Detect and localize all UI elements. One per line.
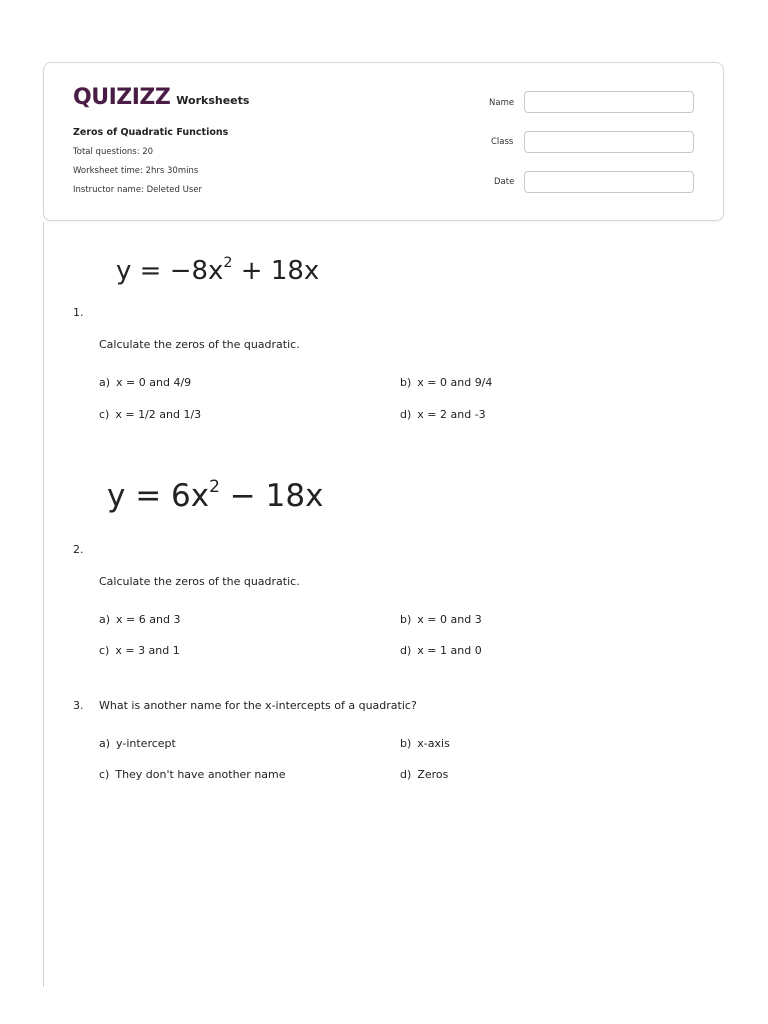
question-1-option-c <box>99 408 201 421</box>
equation-rhs: − 18x <box>219 478 324 514</box>
date-field[interactable] <box>524 171 694 193</box>
option-letter: a) <box>99 613 111 626</box>
question-2-equation <box>107 478 323 514</box>
worksheet-header <box>43 62 724 221</box>
worksheet-time: Worksheet time: 2hrs 30mins <box>73 166 199 176</box>
option-letter: c) <box>99 644 110 657</box>
option-letter: d) <box>400 408 412 421</box>
option-text: x-axis <box>417 737 450 750</box>
option-letter: c) <box>99 408 110 421</box>
option-letter: c) <box>99 768 110 781</box>
option-letter: b) <box>400 376 412 389</box>
question-1-number: 1. <box>73 306 84 319</box>
question-3-option-a <box>99 737 176 750</box>
page-margin-rule <box>43 222 44 987</box>
option-letter: b) <box>400 737 412 750</box>
question-1-option-a <box>99 376 191 389</box>
option-text: x = 1 and 0 <box>417 644 482 657</box>
name-field[interactable] <box>524 91 694 113</box>
question-3-number: 3. <box>73 699 84 712</box>
option-text: Zeros <box>417 768 449 781</box>
question-3-option-d <box>400 768 448 781</box>
question-1-option-b <box>400 376 492 389</box>
question-2-option-d <box>400 644 482 657</box>
worksheet-title: Zeros of Quadratic Functions <box>73 127 229 138</box>
name-label: Name <box>489 98 515 108</box>
equation-lhs: y = −8x <box>116 256 224 286</box>
option-text: x = 0 and 9/4 <box>417 376 493 389</box>
option-letter: d) <box>400 644 412 657</box>
question-1-option-d <box>400 408 486 421</box>
date-label: Date <box>494 177 515 187</box>
brand-subtitle: Worksheets <box>176 94 250 107</box>
class-field[interactable] <box>524 131 694 153</box>
option-letter: a) <box>99 737 111 750</box>
quizizz-logo: QUIZIZZ <box>73 85 171 110</box>
equation-exponent: 2 <box>209 477 220 498</box>
option-letter: a) <box>99 376 111 389</box>
option-text: They don't have another name <box>115 768 286 781</box>
question-2-number: 2. <box>73 543 84 556</box>
question-2-text: Calculate the zeros of the quadratic. <box>99 575 300 588</box>
option-letter: d) <box>400 768 412 781</box>
option-text: y-intercept <box>116 737 176 750</box>
equation-rhs: + 18x <box>232 256 320 286</box>
option-text: x = 6 and 3 <box>116 613 181 626</box>
class-label: Class <box>491 137 514 147</box>
question-1-text: Calculate the zeros of the quadratic. <box>99 338 300 351</box>
question-2-option-b <box>400 613 482 626</box>
total-questions: Total questions: 20 <box>73 147 154 157</box>
equation-exponent: 2 <box>223 255 233 272</box>
question-3-text: What is another name for the x-intercepts of a quadratic? <box>99 699 417 712</box>
option-text: x = 1/2 and 1/3 <box>115 408 202 421</box>
question-2-option-c <box>99 644 180 657</box>
instructor-name: Instructor name: Deleted User <box>73 185 203 195</box>
option-text: x = 3 and 1 <box>115 644 180 657</box>
question-3-option-b <box>400 737 450 750</box>
question-3-option-c <box>99 768 286 781</box>
equation-lhs: y = 6x <box>107 478 210 514</box>
option-letter: b) <box>400 613 412 626</box>
brand <box>73 85 249 110</box>
option-text: x = 0 and 3 <box>417 613 482 626</box>
option-text: x = 2 and -3 <box>417 408 486 421</box>
question-2-option-a <box>99 613 180 626</box>
option-text: x = 0 and 4/9 <box>116 376 192 389</box>
question-1-equation <box>116 256 319 286</box>
